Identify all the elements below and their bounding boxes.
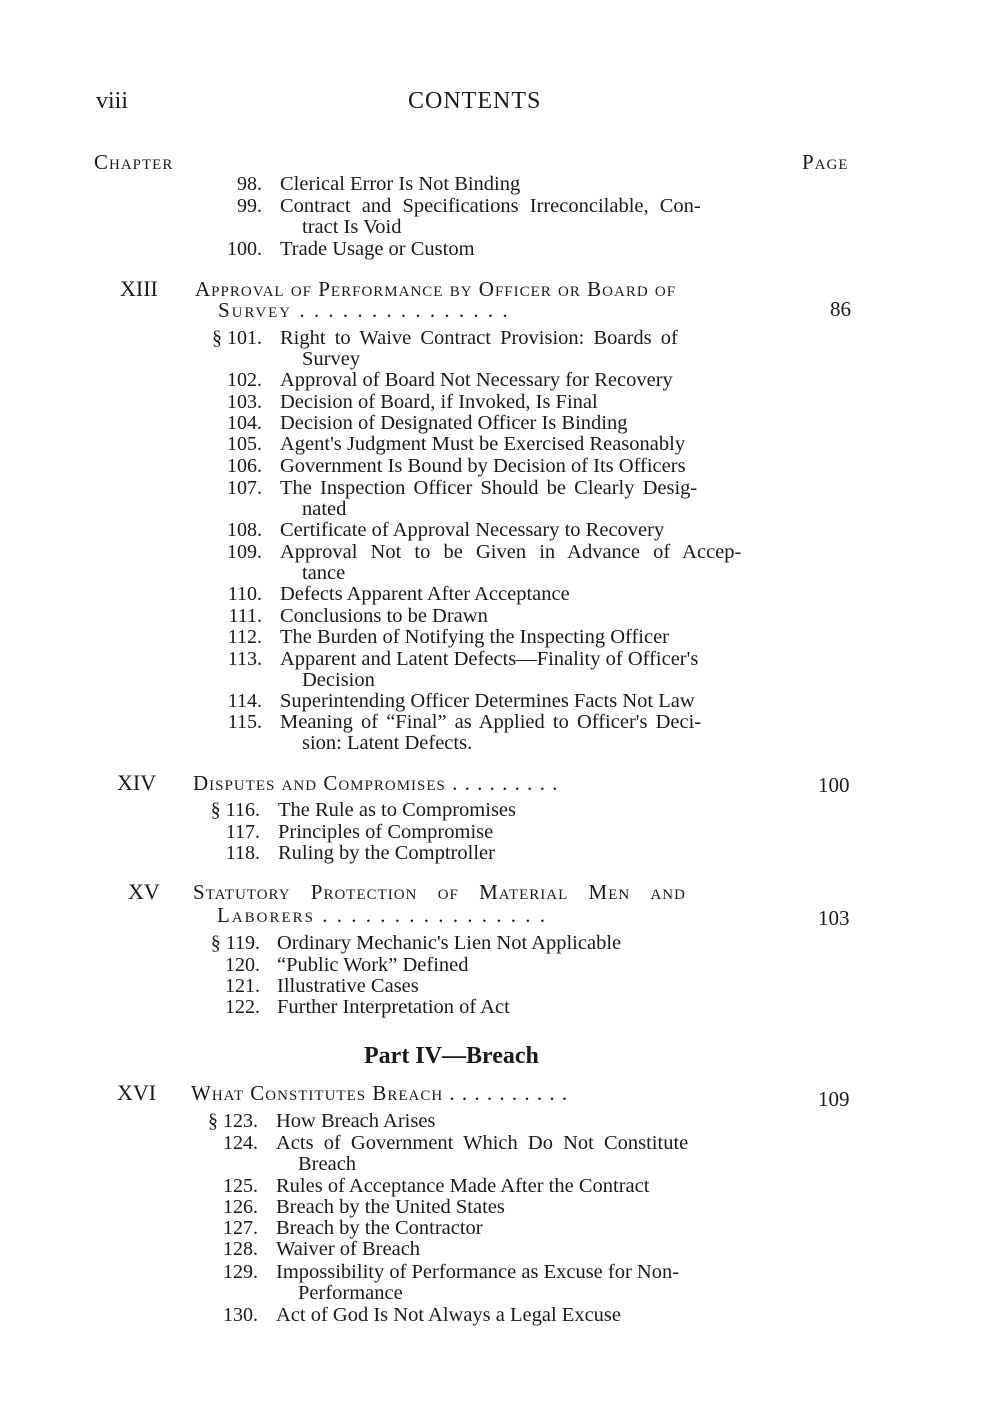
section-title: Ruling by the Comptroller bbox=[278, 842, 495, 864]
chapter-title: What Constitutes Breach . . . . . . . . . . bbox=[191, 1081, 569, 1105]
section-number: 113. bbox=[227, 648, 262, 670]
section-title-cont: Performance bbox=[298, 1282, 403, 1304]
section-number: § 119. bbox=[210, 932, 260, 954]
section-title: Decision of Board, if Invoked, Is Final bbox=[280, 391, 598, 413]
section-title: Impossibility of Performance as Excuse for Non- bbox=[276, 1261, 680, 1283]
section-number: 108. bbox=[227, 519, 262, 541]
part-heading: Part IV—Breach bbox=[364, 1043, 539, 1069]
section-title-cont: Survey bbox=[302, 348, 361, 370]
section-number: 129. bbox=[223, 1261, 258, 1283]
section-title: Breach by the United States bbox=[276, 1196, 505, 1218]
section-title-cont: Breach bbox=[298, 1153, 357, 1175]
section-number: 111. bbox=[228, 605, 262, 627]
chapter-page: 100 bbox=[818, 773, 850, 797]
section-title: Decision of Designated Officer Is Binding bbox=[280, 412, 628, 434]
chapter-numeral: XIV bbox=[117, 770, 157, 795]
section-title: Ordinary Mechanic's Lien Not Applicable bbox=[277, 932, 622, 954]
section-number: 117. bbox=[225, 821, 260, 843]
section-title: Apparent and Latent Defects—Finality of Officer's bbox=[280, 648, 699, 670]
section-number: 114. bbox=[227, 690, 262, 712]
section-title: Defects Apparent After Acceptance bbox=[280, 583, 570, 605]
section-title: Superintending Officer Determines Facts Not Law bbox=[280, 690, 695, 712]
section-number: 98. bbox=[237, 173, 262, 195]
section-number: 128. bbox=[223, 1238, 258, 1260]
folio: viii bbox=[96, 88, 129, 114]
section-number: 125. bbox=[223, 1175, 258, 1197]
section-number: 122. bbox=[225, 996, 260, 1018]
section-number: 106. bbox=[227, 455, 262, 477]
section-title-cont: tract Is Void bbox=[302, 216, 402, 238]
section-number: 124. bbox=[223, 1132, 258, 1154]
section-title: Government Is Bound by Decision of Its Officers bbox=[280, 455, 686, 477]
section-number: 107. bbox=[227, 477, 262, 499]
section-number: 130. bbox=[223, 1304, 258, 1326]
section-title-cont: tance bbox=[302, 562, 346, 584]
section-title: Rules of Acceptance Made After the Contract bbox=[276, 1175, 650, 1197]
chapter-title: Statutory Protection of Material Men and bbox=[193, 880, 686, 904]
chapter-page: 86 bbox=[830, 297, 851, 321]
section-number: 100. bbox=[227, 238, 262, 260]
section-number: 118. bbox=[225, 842, 260, 864]
chapter-title-cont: Survey . . . . . . . . . . . . . . . bbox=[218, 298, 510, 322]
chapter-page: 103 bbox=[818, 906, 850, 930]
section-title: Agent's Judgment Must be Exercised Reasonably bbox=[280, 433, 686, 455]
page-title: CONTENTS bbox=[408, 88, 542, 114]
section-number: § 116. bbox=[210, 799, 260, 821]
section-title: Meaning of “Final” as Applied to Officer's Deci- bbox=[280, 711, 702, 733]
section-number: § 101. bbox=[212, 327, 262, 349]
section-number: 121. bbox=[225, 975, 260, 997]
section-title-cont: nated bbox=[302, 498, 347, 520]
chapter-numeral: XV bbox=[128, 879, 160, 904]
section-title: Illustrative Cases bbox=[277, 975, 419, 997]
section-title: “Public Work” Defined bbox=[277, 954, 469, 976]
section-number: 127. bbox=[223, 1217, 258, 1239]
chapter-title: Approval of Performance by Officer or Board of bbox=[195, 277, 677, 301]
section-title: Clerical Error Is Not Binding bbox=[280, 173, 521, 195]
section-number: 120. bbox=[225, 954, 260, 976]
section-number: § 123. bbox=[208, 1110, 258, 1132]
section-number: 103. bbox=[227, 391, 262, 413]
section-title: Contract and Specifications Irreconcilable, Con- bbox=[280, 195, 701, 217]
section-title: How Breach Arises bbox=[276, 1110, 436, 1132]
column-label-page: Page bbox=[802, 150, 849, 174]
section-title-cont: Decision bbox=[302, 669, 375, 691]
chapter-title-cont: Laborers . . . . . . . . . . . . . . . . bbox=[217, 903, 548, 927]
section-title: The Burden of Notifying the Inspecting Officer bbox=[280, 626, 670, 648]
section-title: Acts of Government Which Do Not Constitute bbox=[276, 1132, 689, 1154]
chapter-title: Disputes and Compromises . . . . . . . . . bbox=[193, 771, 559, 795]
section-title: Conclusions to be Drawn bbox=[280, 605, 488, 627]
section-title: Approval of Board Not Necessary for Recovery bbox=[280, 369, 673, 391]
chapter-page: 109 bbox=[818, 1087, 850, 1111]
section-number: 126. bbox=[223, 1196, 258, 1218]
section-title: Right to Waive Contract Provision: Boards of bbox=[280, 327, 678, 349]
section-title: Trade Usage or Custom bbox=[280, 238, 475, 260]
section-title: Approval Not to be Given in Advance of Accep- bbox=[280, 541, 742, 563]
section-number: 109. bbox=[227, 541, 262, 563]
column-label-chapter: Chapter bbox=[94, 150, 174, 174]
section-title: The Rule as to Compromises bbox=[278, 799, 517, 821]
section-title: Waiver of Breach bbox=[276, 1238, 421, 1260]
section-number: 104. bbox=[227, 412, 262, 434]
section-number: 105. bbox=[227, 433, 262, 455]
section-number: 102. bbox=[227, 369, 262, 391]
section-title: Act of God Is Not Always a Legal Excuse bbox=[276, 1304, 621, 1326]
chapter-numeral: XIII bbox=[120, 276, 158, 301]
section-number: 115. bbox=[227, 711, 262, 733]
section-title: Breach by the Contractor bbox=[276, 1217, 483, 1239]
chapter-numeral: XVI bbox=[117, 1080, 157, 1105]
section-title: Further Interpretation of Act bbox=[277, 996, 510, 1018]
section-title: Certificate of Approval Necessary to Recovery bbox=[280, 519, 665, 541]
section-title: Principles of Compromise bbox=[278, 821, 494, 843]
section-title-cont: sion: Latent Defects. bbox=[302, 732, 473, 754]
section-title: The Inspection Officer Should be Clearly Desig- bbox=[280, 477, 698, 499]
section-number: 112. bbox=[227, 626, 262, 648]
section-number: 99. bbox=[237, 195, 262, 217]
section-number: 110. bbox=[227, 583, 262, 605]
